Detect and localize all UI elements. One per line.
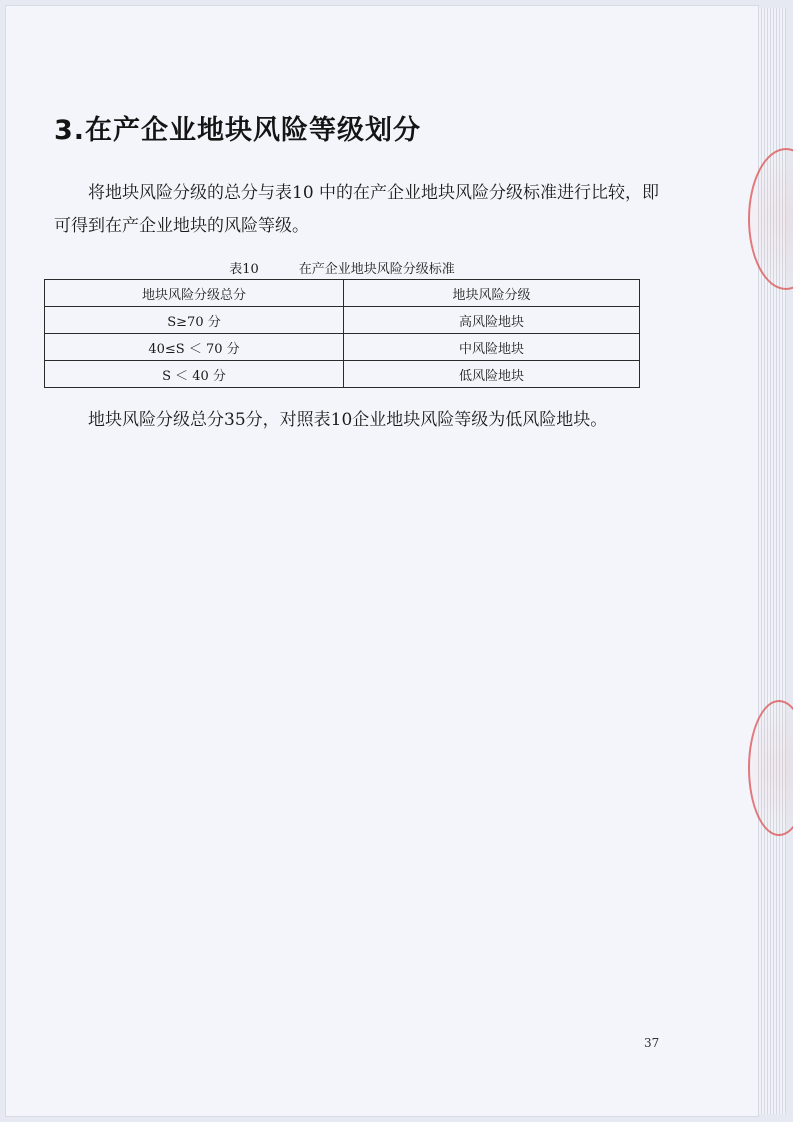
- table-header-row: [45, 280, 640, 307]
- level-cell: 高风险地块: [344, 307, 640, 334]
- header-total-score: 地块风险分级总分: [45, 280, 344, 307]
- risk-grading-table: [44, 279, 640, 388]
- conclusion-paragraph: 地块风险分级总分35分，对照表10企业地块风险等级为低风险地块。: [88, 410, 608, 430]
- score-cell: S≥70 分: [45, 307, 344, 334]
- header-risk-level: 地块风险分级: [344, 280, 640, 307]
- score-cell: S ＜ 40 分: [45, 361, 344, 388]
- table-caption-title: 在产企业地块风险分级标准: [298, 262, 455, 277]
- table-row: [45, 334, 640, 361]
- level-cell: 低风险地块: [344, 361, 640, 388]
- table-row: [45, 307, 640, 334]
- intro-paragraph: 将地块风险分级的总分与表10 中的在产企业地块风险分级标准进行比较，即可得到在产企业地块的风险等级。: [54, 183, 660, 236]
- table-row: [45, 361, 640, 388]
- level-cell: 中风险地块: [344, 334, 640, 361]
- table-caption-number: 表10: [229, 262, 259, 277]
- section-heading: 3.在产企业地块风险等级划分: [54, 115, 422, 146]
- score-cell: 40≤S ＜ 70 分: [45, 334, 344, 361]
- page-number: 37: [644, 1036, 660, 1050]
- document-page: [6, 6, 758, 1116]
- table-caption: [44, 258, 640, 277]
